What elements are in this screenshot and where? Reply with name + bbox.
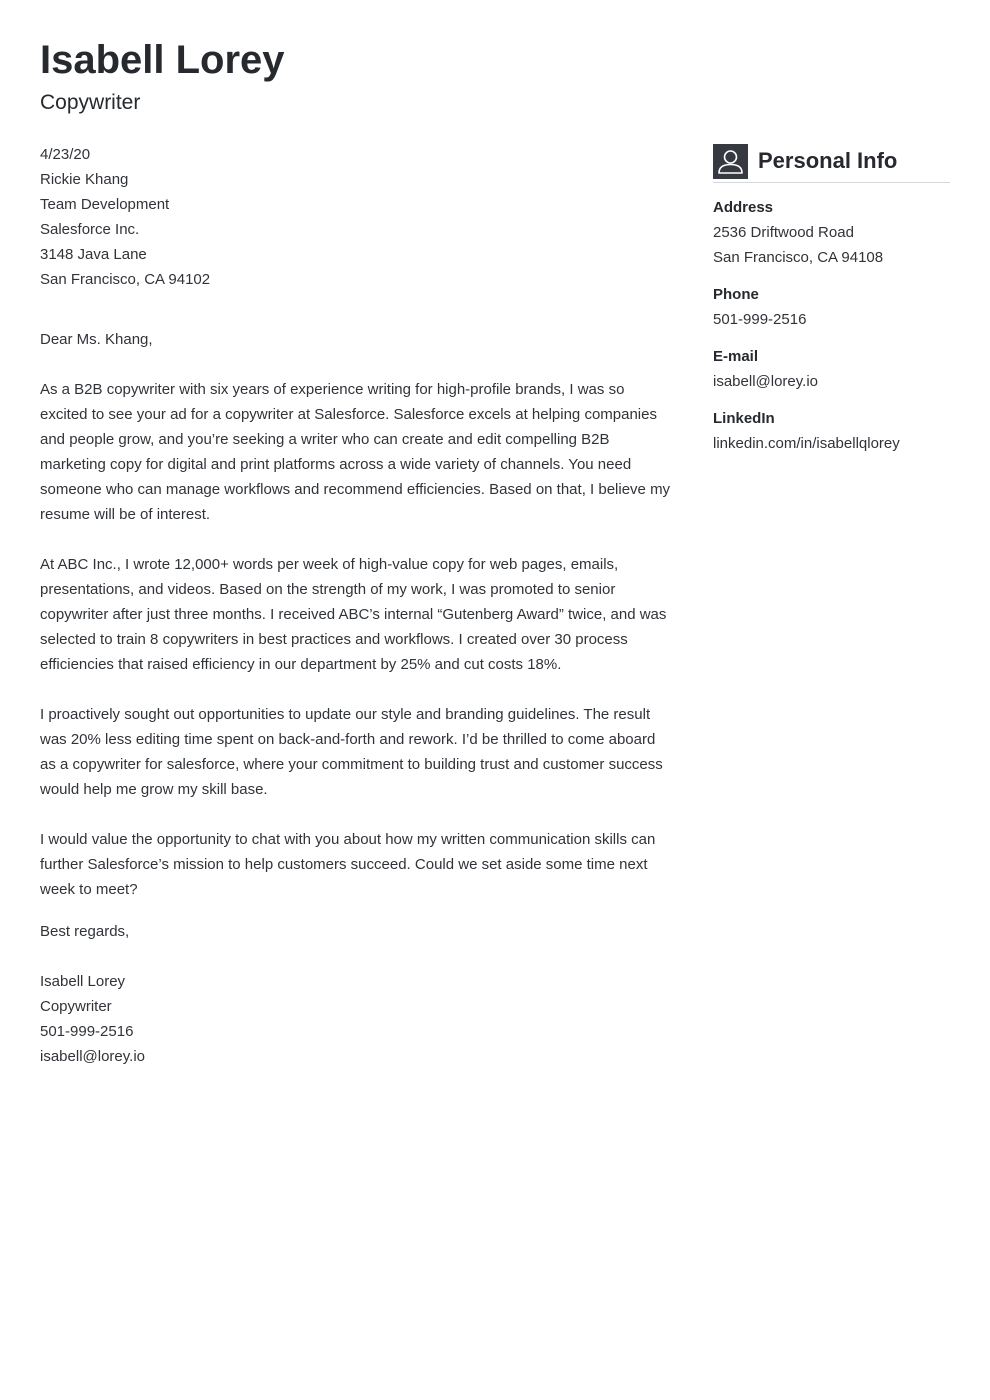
body-paragraph: I would value the opportunity to chat with you about how my written communication skills can further Salesforce’s mission to help customers succeed. Could we set aside some time next week to meet? <box>40 831 656 898</box>
letter-body <box>40 142 672 1069</box>
sender-title: Copywriter <box>40 91 141 114</box>
linkedin-value: linkedin.com/in/isabellqlorey <box>713 435 900 452</box>
personal-info-title: Personal Info <box>758 148 898 173</box>
recipient-name: Rickie Khang <box>40 171 129 188</box>
salutation: Dear Ms. Khang, <box>40 331 153 348</box>
personal-info-header <box>713 143 950 183</box>
person-icon <box>713 144 748 179</box>
recipient-block <box>40 167 672 292</box>
body-paragraph: As a B2B copywriter with six years of experience writing for high-profile brands, I was so excited to see your ad for a copywriter at Salesforce. Salesforce excels at helping companies and people grow, and you’re seeking a writer who can create and edit compelling B2B marketing copy for digital and print platforms across a wide variety of channels. You need someone who can manage workflows and recommend efficiencies. Based on that, I believe my resume will be of interest. <box>40 381 671 523</box>
signature-email: isabell@lorey.io <box>40 1048 145 1065</box>
address-label: Address <box>713 199 774 216</box>
recipient-company: Salesforce Inc. <box>40 221 140 238</box>
recipient-city: San Francisco, CA 94102 <box>40 271 211 288</box>
email-label: E-mail <box>713 348 759 365</box>
linkedin-group <box>713 406 950 456</box>
address-line: 2536 Driftwood Road <box>713 224 854 241</box>
address-group <box>713 195 950 270</box>
email-value: isabell@lorey.io <box>713 373 818 390</box>
closing: Best regards, <box>40 923 130 940</box>
personal-info-sidebar <box>713 143 950 456</box>
body-paragraph: I proactively sought out opportunities to update our style and branding guidelines. The result was 20% less editing time spent on back-and-forth and rework. I’d be thrilled to come aboard as a copywriter for salesforce, where your commitment to building trust and customer success would help me grow my skill base. <box>40 706 663 798</box>
linkedin-label: LinkedIn <box>713 410 775 427</box>
recipient-street: 3148 Java Lane <box>40 246 147 263</box>
body-paragraph: At ABC Inc., I wrote 12,000+ words per week of high-value copy for web pages, emails, presentations, and videos. Based on the strength of my work, I was promoted to senior copywriter after just three months. I received ABC’s internal “Gutenberg Award” twice, and was selected to train 8 copywriters in best practices and workflows. I created over 30 process efficiencies that raised efficiency in our department by 25% and cut costs 18%. <box>40 556 667 673</box>
signature-name: Isabell Lorey <box>40 973 126 990</box>
signature-phone: 501-999-2516 <box>40 1023 134 1040</box>
signature-title: Copywriter <box>40 998 112 1015</box>
signature-block <box>40 969 672 1069</box>
email-group <box>713 344 950 394</box>
address-line: San Francisco, CA 94108 <box>713 249 884 266</box>
phone-group <box>713 282 950 332</box>
recipient-team: Team Development <box>40 196 170 213</box>
letter-date: 4/23/20 <box>40 146 91 163</box>
phone-value: 501-999-2516 <box>713 311 807 328</box>
letter-header <box>40 36 285 116</box>
phone-label: Phone <box>713 286 759 303</box>
sender-name: Isabell Lorey <box>40 38 285 82</box>
